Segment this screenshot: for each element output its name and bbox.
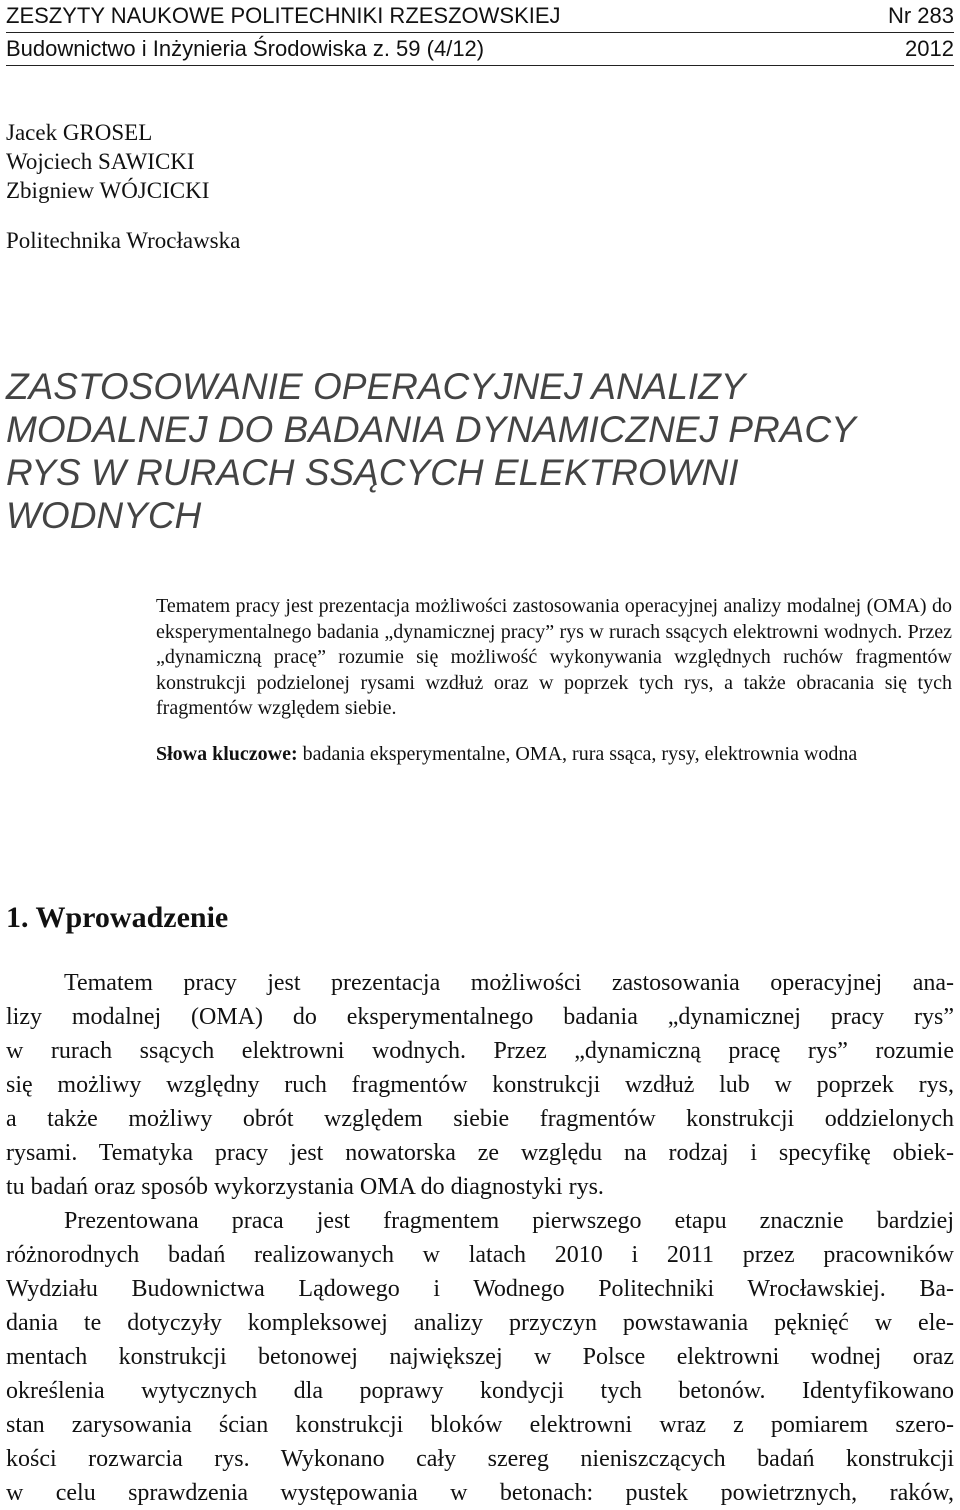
journal-name: ZESZYTY NAUKOWE POLITECHNIKI RZESZOWSKIEJ — [6, 3, 561, 28]
body-line: tu badań oraz sposób wykorzystania OMA do diagnostyki rys. — [6, 1174, 604, 1200]
author-name: Zbigniew WÓJCICKI — [6, 178, 210, 203]
body-line: rysami. Tematyka pracy jest nowatorska ze względu na rodzaj i specyfikę obiek- — [6, 1140, 954, 1166]
author-name: Wojciech SAWICKI — [6, 149, 195, 174]
body-line: dania te dotyczyły kompleksowej analizy przyczyn powstawania pęknięć w ele- — [6, 1310, 954, 1336]
journal-series: Budownictwo i Inżynieria Środowiska z. 59 (4/12) — [6, 36, 485, 61]
body-line: stan zarysowania ścian konstrukcji bloków elektrowni wraz z pomiarem szero- — [6, 1412, 954, 1438]
title-line: MODALNEJ DO BADANIA DYNAMICZNEJ PRACY — [6, 409, 856, 450]
body-line: różnorodnych badań realizowanych w latach 2010 i 2011 przez pracowników — [6, 1242, 954, 1268]
journal-header — [6, 0, 954, 66]
body-line: a także możliwy obrót względem siebie fragmentów konstrukcji oddzielonych — [6, 1106, 954, 1132]
title-line: WODNYCH — [6, 495, 202, 536]
abstract — [156, 594, 952, 767]
keywords-label: Słowa kluczowe: — [156, 742, 298, 765]
body-line: Wydziału Budownictwa Lądowego i Wodnego Politechniki Wrocławskiej. Ba- — [6, 1276, 954, 1302]
title-line: ZASTOSOWANIE OPERACYJNEJ ANALIZY — [6, 366, 746, 407]
author-name: Jacek GROSEL — [6, 120, 153, 145]
paper-title — [6, 365, 954, 537]
section-heading: 1. Wprowadzenie — [6, 901, 229, 934]
header-row-2 — [6, 33, 954, 66]
publication-year: 2012 — [905, 36, 954, 61]
body-line: Prezentowana praca jest fragmentem pierwszego etapu znacznie bardziej — [64, 1208, 954, 1234]
section-body — [6, 966, 954, 1510]
body-line: określenia wytycznych dla poprawy kondycji tych betonów. Identyfikowano — [6, 1378, 954, 1404]
keywords — [156, 742, 952, 768]
keywords-list: badania eksperymentalne, OMA, rura ssąca, rysy, elektrownia wodna — [302, 742, 858, 765]
body-line: kości rozwarcia rys. Wykonano cały szereg nieniszczących badań konstrukcji — [6, 1446, 954, 1472]
title-line: RYS W RURACH SSĄCYCH ELEKTROWNI — [6, 452, 739, 493]
header-row-1 — [6, 0, 954, 33]
body-line: mentach konstrukcji betonowej największej w Polsce elektrowni wodnej oraz — [6, 1344, 954, 1370]
affiliation: Politechnika Wrocławska — [6, 228, 241, 253]
author-list — [6, 118, 209, 205]
body-line: Tematem pracy jest prezentacja możliwości zastosowania operacyjnej ana- — [64, 970, 954, 996]
abstract-text: Tematem pracy jest prezentacja możliwości zastosowania operacyjnej analizy modalnej (OMA) do eksperymentalnego badania „dynamicznej pracy” rys w rurach ssących elektrowni wodnych. Przez „dynamiczną pracę” rozumie się możliwość wykonywania względnych ruchów fragmentów konstrukcji podzielonej rysami wzdłuż oraz w poprzek tych rys, a także obracania się tych fragmentów względem siebie. — [156, 595, 952, 719]
body-line: w rurach ssących elektrowni wodnych. Przez „dynamiczną pracę rys” rozumie — [6, 1038, 954, 1064]
body-line: lizy modalnej (OMA) do eksperymentalnego badania „dynamicznej pracy rys” — [6, 1004, 954, 1030]
issue-number: Nr 283 — [887, 3, 954, 28]
body-line: w celu sprawdzenia występowania w betonach: pustek powietrznych, raków, — [6, 1480, 954, 1506]
body-line: się możliwy względny ruch fragmentów konstrukcji wzdłuż lub w poprzek rys, — [6, 1072, 954, 1098]
